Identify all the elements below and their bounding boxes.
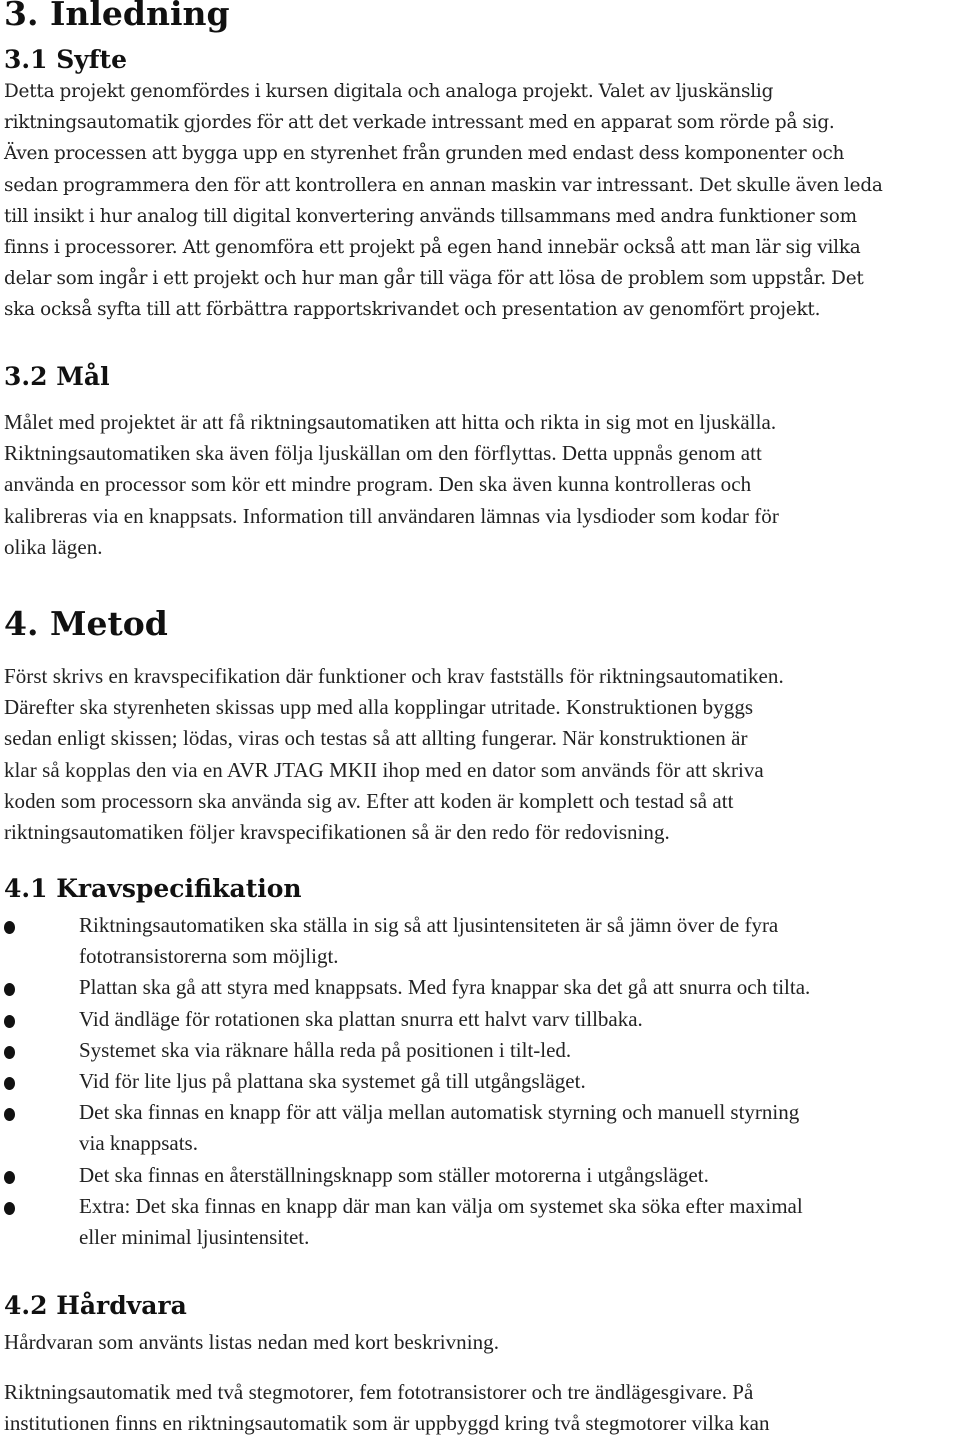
- list-item: [4, 1035, 810, 1066]
- paragraph-hardvara-intro: [4, 1327, 499, 1358]
- text-line: Målet med projektet är att få riktningsautomatiken att hitta och rikta in sig mot en ljuskälla.: [4, 410, 777, 434]
- text-line: olika lägen.: [4, 534, 103, 559]
- heading-metod: 4. Metod: [4, 604, 168, 643]
- bullet-icon: [4, 1171, 15, 1184]
- list-item: [4, 1097, 810, 1159]
- bullet-icon: [4, 1108, 15, 1121]
- text-line: Först skrivs en kravspecifikation där funktioner och krav fastställs för riktningsautomatiken.: [4, 664, 784, 688]
- text-line: Därefter ska styrenheten skissas upp med alla kopplingar utritade. Konstruktionen byggs: [4, 695, 754, 720]
- text-line: finns i processorer. Att genomföra ett projekt på egen hand innebär också att man lär sig vilka: [4, 237, 861, 259]
- text-line: sedan programmera den för att kontrollera en annan maskin var intressant. Det skulle även leda: [4, 174, 883, 196]
- list-item-line: via knappsats.: [79, 1131, 198, 1156]
- heading-hardvara: 4.2 Hårdvara: [4, 1291, 187, 1320]
- paragraph-hardvara: [4, 1377, 770, 1439]
- text-line: kalibreras via en knappsats. Information till användaren lämnas via lysdioder som kodar för: [4, 503, 779, 528]
- list-item-line: Vid för lite ljus på plattana ska systemet gå till utgångsläget.: [79, 1069, 586, 1094]
- list-item: [4, 1191, 810, 1253]
- list-item: [4, 1004, 810, 1035]
- bullet-icon: [4, 1077, 15, 1090]
- list-item-line: Det ska finnas en knapp för att välja mellan automatisk styrning och manuell styrning: [79, 1100, 800, 1125]
- heading-mal: 3.2 Mål: [4, 362, 110, 391]
- list-item-line: Det ska finnas en återställningsknapp som ställer motorerna i utgångsläget.: [79, 1162, 709, 1187]
- text-line: sedan enligt skissen; lödas, viras och testas så att allting fungerar. När konstruktionen är: [4, 726, 748, 751]
- list-item-line: Riktningsautomatiken ska ställa in sig så att ljusintensiteten är så jämn över de fyra: [79, 913, 779, 937]
- text-line: delar som ingår i ett projekt och hur man går till väga för att lösa de problem som uppstår. Det: [4, 268, 864, 290]
- text-line: institutionen finns en riktningsautomatik som är uppbyggd kring två stegmotorer vilka kan: [4, 1411, 770, 1436]
- list-item: [4, 972, 810, 1003]
- paragraph-metod: [4, 661, 784, 848]
- text-line: Hårdvaran som använts listas nedan med kort beskrivning.: [4, 1330, 500, 1354]
- text-line: riktningsautomatik gjordes för att det verkade intressant med en apparat som rörde på sig.: [4, 112, 835, 134]
- text-line: till insikt i hur analog till digital konvertering används tillsammans med andra funktioner som: [4, 205, 857, 227]
- heading-inledning: 3. Inledning: [4, 0, 230, 33]
- text-line: Riktningsautomatik med två stegmotorer, fem fototransistorer och tre ändlägesgivare. På: [4, 1380, 754, 1404]
- heading-kravspecifikation: 4.1 Kravspecifikation: [4, 874, 302, 903]
- list-item-line: Vid ändläge för rotationen ska plattan snurra ett halvt varv tillbaka.: [79, 1006, 643, 1031]
- bullet-icon: [4, 983, 15, 996]
- text-line: riktningsautomatiken följer kravspecifikationen så är den redo för redovisning.: [4, 820, 670, 845]
- list-item-line: eller minimal ljusintensitet.: [79, 1225, 310, 1250]
- list-item-line: Extra: Det ska finnas en knapp där man kan välja om systemet ska söka efter maximal: [79, 1193, 803, 1218]
- text-line: Även processen att bygga upp en styrenhet från grunden med endast dess komponenter och: [4, 143, 845, 165]
- requirements-list: [4, 910, 810, 1253]
- paragraph-syfte: [4, 76, 883, 326]
- bullet-icon: [4, 1202, 15, 1215]
- list-item-line: fototransistorerna som möjligt.: [79, 944, 339, 969]
- text-line: använda en processor som kör ett mindre program. Den ska även kunna kontrolleras och: [4, 472, 752, 497]
- bullet-icon: [4, 1046, 15, 1059]
- text-line: Riktningsautomatiken ska även följa ljuskällan om den förflyttas. Detta uppnås genom att: [4, 441, 762, 466]
- list-item: [4, 1066, 810, 1097]
- list-item: [4, 1160, 810, 1191]
- text-line: koden som processorn ska använda sig av. Efter att koden är komplett och testad så att: [4, 788, 734, 813]
- list-item: [4, 910, 810, 972]
- text-line: Detta projekt genomfördes i kursen digitala och analoga projekt. Valet av ljuskänslig: [4, 81, 774, 102]
- text-line: ska också syfta till att förbättra rapportskrivandet och presentation av genomfört projekt.: [4, 299, 821, 321]
- list-item-line: Plattan ska gå att styra med knappsats. Med fyra knappar ska det gå att snurra och tilta.: [79, 975, 811, 1000]
- paragraph-mal: [4, 407, 779, 563]
- list-item-line: Systemet ska via räknare hålla reda på positionen i tilt-led.: [79, 1037, 572, 1062]
- heading-syfte: 3.1 Syfte: [4, 45, 127, 74]
- bullet-icon: [4, 1015, 15, 1028]
- text-line: klar så kopplas den via en AVR JTAG MKII ihop med en dator som används för att skriva: [4, 757, 764, 782]
- bullet-icon: [4, 921, 15, 934]
